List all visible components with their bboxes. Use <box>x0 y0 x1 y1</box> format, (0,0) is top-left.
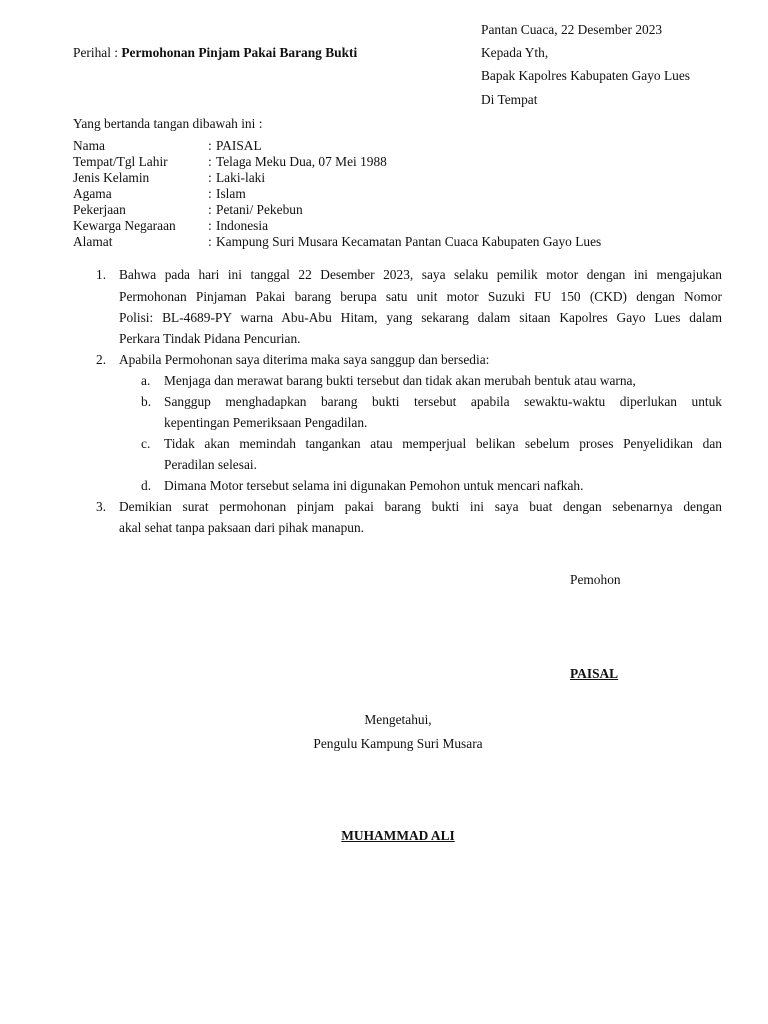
identity-value: Petani/ Pekebun <box>216 202 303 217</box>
intro-text: Yang bertanda tangan dibawah ini : <box>73 116 263 131</box>
identity-label: Tempat/Tgl Lahir <box>73 154 168 169</box>
identity-label: Jenis Kelamin <box>73 170 150 185</box>
subpoint-text-line: Sanggup menghadapkan barang bukti tersebut apabila sewaktu-waktu diperlukan untuk <box>164 394 722 409</box>
identity-colon: : <box>208 138 212 153</box>
point-text-line: akal sehat tanpa paksaan dari pihak manapun. <box>119 520 365 535</box>
subject-label: Perihal : <box>73 45 122 60</box>
acknowledge-name: MUHAMMAD ALI <box>341 828 455 843</box>
subpoint-text-line: kepentingan Pemeriksaan Pengadilan. <box>164 415 368 430</box>
recipient-greeting: Kepada Yth, <box>481 45 549 60</box>
subject-text: Permohonan Pinjam Pakai Barang Bukti <box>121 45 358 60</box>
subpoint-text-line: Dimana Motor tersebut selama ini digunakan Pemohon untuk mencari nafkah. <box>164 478 584 493</box>
recipient-name: Bapak Kapolres Kabupaten Gayo Lues <box>481 68 690 83</box>
identity-colon: : <box>208 186 212 201</box>
subpoint-letter: b. <box>141 394 152 409</box>
point-text-line: Demikian surat permohonan pinjam pakai barang bukti ini saya buat dengan sebenarnya dengan <box>119 499 722 514</box>
subpoint-text-line: Menjaga dan merawat barang bukti tersebut dan tidak akan merubah bentuk atau warna, <box>164 373 636 388</box>
identity-value: Islam <box>216 186 246 201</box>
identity-value: Telaga Meku Dua, 07 Mei 1988 <box>216 154 387 169</box>
acknowledge-title: Pengulu Kampung Suri Musara <box>313 736 483 751</box>
identity-colon: : <box>208 218 212 233</box>
acknowledge-label: Mengetahui, <box>364 712 432 727</box>
subpoint-text-line: Peradilan selesai. <box>164 457 257 472</box>
point-number: 3. <box>96 499 107 514</box>
point-text-line: Bahwa pada hari ini tanggal 22 Desember 2023, saya selaku pemilik motor dengan ini mengajukan <box>119 267 722 282</box>
point-text-line: Apabila Permohonan saya diterima maka saya sanggup dan bersedia: <box>119 352 490 367</box>
subpoint-letter: c. <box>141 436 151 451</box>
identity-value: Indonesia <box>216 218 269 233</box>
subpoint-letter: a. <box>141 373 151 388</box>
identity-label: Agama <box>73 186 112 201</box>
identity-colon: : <box>208 154 212 169</box>
identity-label: Pekerjaan <box>73 202 126 217</box>
applicant-name: PAISAL <box>570 666 619 681</box>
identity-value: Laki-laki <box>216 170 266 185</box>
identity-label: Kewarga Negaraan <box>73 218 176 233</box>
identity-label: Nama <box>73 138 105 153</box>
point-number: 2. <box>96 352 107 367</box>
subpoint-text-line: Tidak akan memindah tangankan atau memperjual belikan sebelum proses Penyelidikan dan <box>164 436 722 451</box>
identity-value: Kampung Suri Musara Kecamatan Pantan Cuaca Kabupaten Gayo Lues <box>216 234 602 249</box>
identity-colon: : <box>208 234 212 249</box>
point-text-line: Perkara Tindak Pidana Pencurian. <box>119 331 301 346</box>
applicant-role: Pemohon <box>570 572 621 587</box>
recipient-location: Di Tempat <box>481 92 538 107</box>
place-date: Pantan Cuaca, 22 Desember 2023 <box>481 22 663 37</box>
identity-colon: : <box>208 202 212 217</box>
subject-line <box>73 46 357 59</box>
identity-value: PAISAL <box>216 138 262 153</box>
identity-colon: : <box>208 170 212 185</box>
point-number: 1. <box>96 267 107 282</box>
point-text-line: Permohonan Pinjaman Pakai barang berupa satu unit motor Suzuki FU 150 (CKD) dengan Nomor <box>119 289 722 304</box>
point-text-line: Polisi: BL-4689-PY warna Abu-Abu Hitam, yang sekarang dalam sitaan Kapolres Gayo Lues dalam <box>119 310 722 325</box>
identity-label: Alamat <box>73 234 113 249</box>
subpoint-letter: d. <box>141 478 152 493</box>
